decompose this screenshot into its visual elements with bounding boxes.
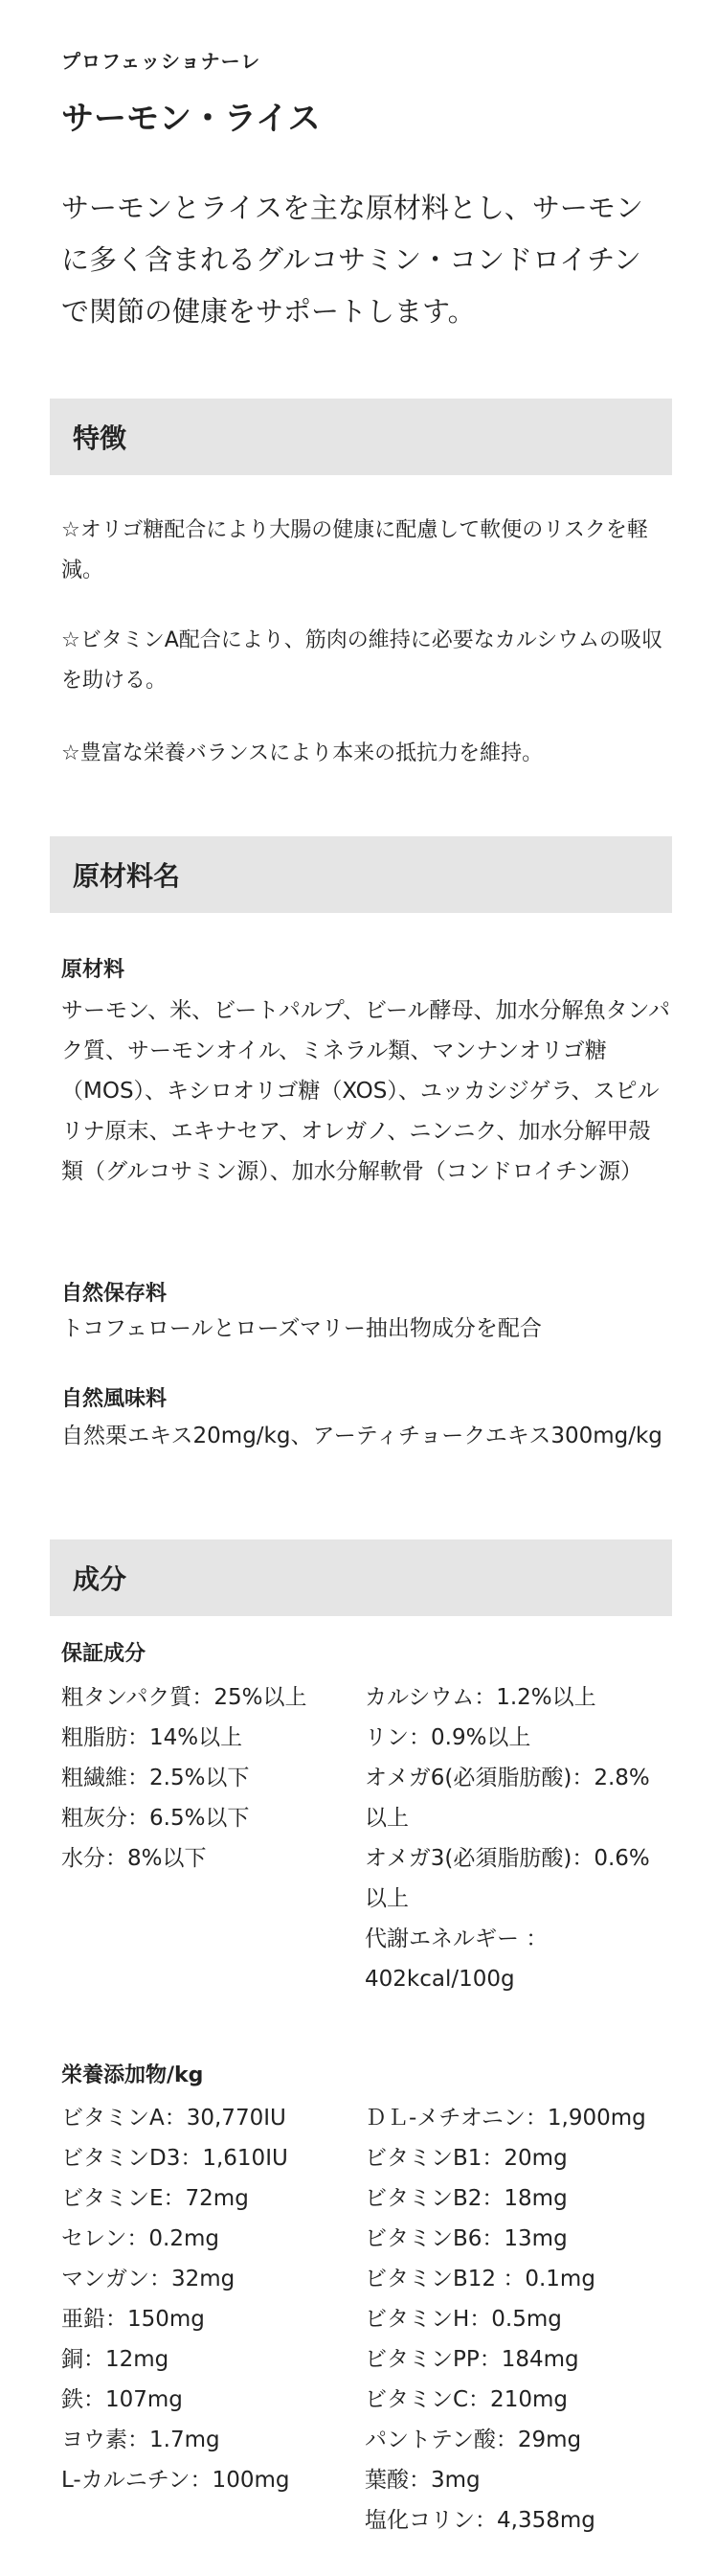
feature-item: ☆豊富な栄養バランスにより本来の抵抗力を維持。 [61, 741, 544, 765]
guaranteed-row: 粗タンパク質：25%以上 [61, 1685, 307, 1710]
raw-materials-text: サーモン、米、ビートパルプ、ビール酵母、加水分解魚タンパク質、サーモンオイル、ミネラル類、マンナンオリゴ糖（MOS）、キシロオリゴ糖（XOS）、ユッカシジゲラ、スピルリナ原末、エキナセア、オレガノ、ニンニク、加水分解甲殻類（グルコサミン源）、加水分解軟骨（コンドロイチン源） [61, 998, 670, 1184]
preservative-label: 自然保存料 [61, 1282, 168, 1306]
additives-left-column [61, 2098, 358, 2500]
additive-row: ビタミンB6：13mg [365, 2226, 568, 2251]
guaranteed-row: 代謝エネルギー ：402kcal/100g [365, 1926, 549, 1992]
guaranteed-row: オメガ3(必須脂肪酸)：0.6%以上 [365, 1846, 650, 1911]
additive-row: ビタミンE：72mg [61, 2186, 249, 2211]
components-title: 成分 [73, 1563, 127, 1595]
guaranteed-right-column [365, 1677, 666, 1999]
additive-row: ビタミンA：30,770IU [61, 2106, 286, 2131]
additive-row: セレン：0.2mg [61, 2226, 220, 2251]
flavor-text: 自然栗エキス20mg/kg、アーティチョークエキス300mg/kg [61, 1424, 662, 1448]
additive-row: 亜鉛：150mg [61, 2307, 205, 2332]
additive-row: ビタミンC：210mg [365, 2387, 568, 2412]
additive-row: ビタミンH：0.5mg [365, 2307, 562, 2332]
additive-row: ビタミンB12 ：0.1mg [365, 2267, 595, 2291]
raw-materials-label: 原材料 [61, 958, 125, 982]
guaranteed-row: カルシウム：1.2%以上 [365, 1685, 596, 1710]
additive-row: ビタミンD3：1,610IU [61, 2146, 288, 2171]
features-section-header [50, 399, 672, 475]
product-name: サーモン・ライス [61, 100, 321, 138]
components-section-header [50, 1539, 672, 1616]
additive-row: ビタミンB2：18mg [365, 2186, 568, 2211]
additive-row: ビタミンPP：184mg [365, 2347, 579, 2372]
guaranteed-left-column [61, 1677, 358, 1879]
additive-row: ＤＬ-メチオニン：1,900mg [365, 2106, 646, 2131]
additive-row: L-カルニチン：100mg [61, 2468, 290, 2493]
guaranteed-row: 粗繊維：2.5%以下 [61, 1766, 250, 1790]
additive-row: 銅：12mg [61, 2347, 169, 2372]
guaranteed-row: 粗脂肪：14%以上 [61, 1725, 243, 1750]
brand-name: プロフェッショナーレ [61, 50, 261, 73]
guaranteed-row: 粗灰分：6.5%以下 [61, 1806, 250, 1831]
flavor-label: 自然風味料 [61, 1387, 168, 1411]
additive-row: 葉酸：3mg [365, 2468, 481, 2493]
additive-row: ヨウ素：1.7mg [61, 2428, 220, 2452]
additive-row: パントテン酸：29mg [365, 2428, 582, 2452]
guaranteed-row: リン：0.9%以上 [365, 1725, 531, 1750]
additive-row: 塩化コリン：4,358mg [365, 2508, 595, 2533]
guaranteed-row: オメガ6(必須脂肪酸)：2.8%以上 [365, 1766, 650, 1831]
features-title: 特徴 [73, 422, 127, 454]
additive-row: 鉄：107mg [61, 2387, 183, 2412]
feature-item: ☆ビタミンA配合により、筋肉の維持に必要なカルシウムの吸収を助ける。 [61, 628, 663, 693]
additives-right-column [365, 2098, 666, 2541]
product-lead-text: サーモンとライスを主な原材料とし、サーモンに多く含まれるグルコサミン・コンドロイチンで関節の健康をサポートします。 [61, 192, 643, 328]
preservative-text: トコフェロールとローズマリー抽出物成分を配合 [61, 1316, 542, 1341]
guaranteed-row: 水分：8%以下 [61, 1846, 207, 1871]
ingredients-section-header [50, 836, 672, 913]
ingredients-title: 原材料名 [73, 860, 181, 892]
nutritional-additives-label: 栄養添加物/kg [61, 2063, 204, 2087]
additive-row: ビタミンB1：20mg [365, 2146, 568, 2171]
additive-row: マンガン：32mg [61, 2267, 236, 2291]
guaranteed-analysis-label: 保証成分 [61, 1642, 146, 1666]
feature-item: ☆オリゴ糖配合により大腸の健康に配慮して軟便のリスクを軽減。 [61, 518, 648, 582]
